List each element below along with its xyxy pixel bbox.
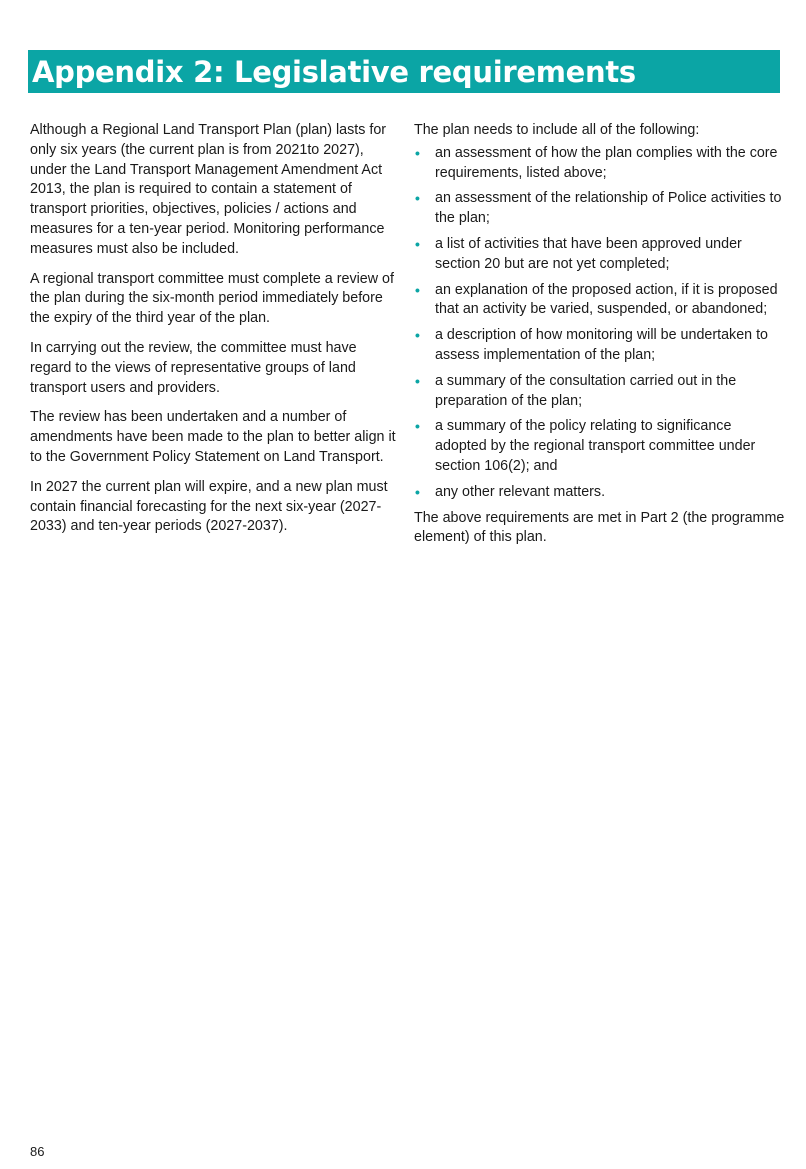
bullet-icon: • xyxy=(415,418,420,435)
list-item-text: a summary of the policy relating to significance adopted by the regional transport committee under section 106(2); and xyxy=(435,418,756,474)
bullet-icon: • xyxy=(415,327,420,344)
paragraph: In carrying out the review, the committee must have regard to the views of representative groups of land transport users and providers. xyxy=(30,339,357,396)
paragraph: In 2027 the current plan will expire, and a new plan must contain financial forecasting for the next six-year (2027-2033) and ten-year periods (2027-2037). xyxy=(30,478,388,535)
list-intro: The plan needs to include all of the following: xyxy=(414,122,700,138)
bullet-icon: • xyxy=(415,235,420,252)
list-item-text: any other relevant matters. xyxy=(435,483,606,500)
list-item xyxy=(414,417,786,476)
list-item xyxy=(414,483,786,503)
list-item xyxy=(414,235,786,275)
list-item xyxy=(414,189,786,229)
bullet-icon: • xyxy=(415,372,420,389)
list-item xyxy=(414,144,786,184)
page-title: Appendix 2: Legislative requirements xyxy=(32,55,636,89)
left-column xyxy=(30,121,398,547)
bullet-icon: • xyxy=(415,483,420,500)
list-item-text: a description of how monitoring will be undertaken to assess implementation of the plan; xyxy=(435,327,768,363)
list-item xyxy=(414,281,786,321)
bullet-icon: • xyxy=(415,281,420,298)
right-column xyxy=(414,121,786,558)
paragraph: Although a Regional Land Transport Plan (plan) lasts for only six years (the current plan is from 2021to 2027), under the Land Transport Management Amendment Act 2013, the plan is required to contain a statement of transport priorities, objectives, policies / actions and measures for a ten-year period. Monitoring performance measures must also be included. xyxy=(30,122,387,257)
bullet-icon: • xyxy=(415,190,420,207)
list-item-text: a summary of the consultation carried out in the preparation of the plan; xyxy=(435,372,737,409)
list-item-text: an assessment of the relationship of Police activities to the plan; xyxy=(435,190,782,227)
bullet-icon: • xyxy=(415,144,420,161)
closing-paragraph: The above requirements are met in Part 2 (the programme element) of this plan. xyxy=(414,509,785,546)
paragraph: The review has been undertaken and a number of amendments have been made to the plan to better align it to the Government Policy Statement on Land Transport. xyxy=(30,409,396,465)
list-item xyxy=(414,326,786,366)
requirements-list xyxy=(414,144,786,503)
list-item-text: an explanation of the proposed action, if it is proposed that an activity be varied, suspended, or abandoned; xyxy=(435,281,778,318)
list-item-text: an assessment of how the plan complies with the core requirements, listed above; xyxy=(435,144,778,181)
paragraph: A regional transport committee must complete a review of the plan during the six-month period immediately before the expiry of the third year of the plan. xyxy=(30,270,394,327)
list-item-text: a list of activities that have been approved under section 20 but are not yet completed; xyxy=(435,235,742,272)
page-number: 86 xyxy=(30,1144,45,1159)
title-banner xyxy=(28,50,780,93)
list-item xyxy=(414,372,786,412)
